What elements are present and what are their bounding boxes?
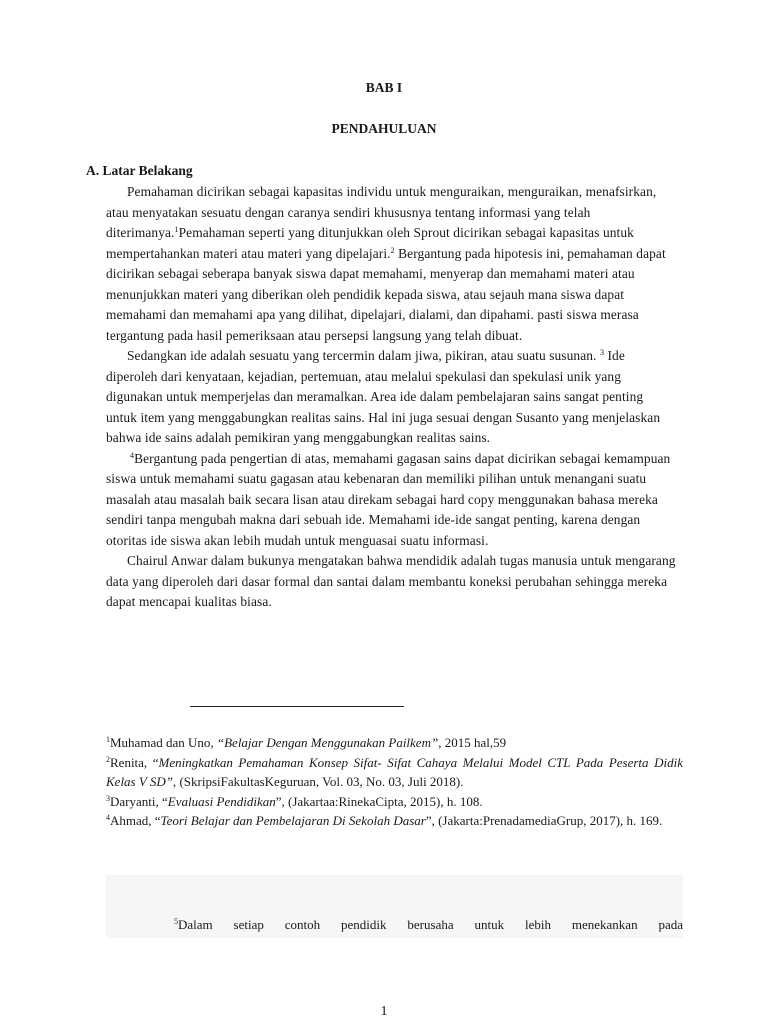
footnote-4-author: Ahmad, “ xyxy=(110,813,161,828)
footnotes xyxy=(106,733,683,831)
footnote-ref-3: 3 xyxy=(599,348,605,357)
chapter-title: PENDAHULUAN xyxy=(331,121,437,136)
footnote-1-number: 1 xyxy=(106,735,110,744)
paragraph-4 xyxy=(106,551,676,613)
footnote-4-number: 4 xyxy=(106,813,110,822)
footnote-separator xyxy=(190,706,404,707)
footnote-1-source: 2015 hal,59 xyxy=(441,735,507,750)
footnote-4-source: ”, (Jakarta:PrenadamediaGrup, 2017), h. 169. xyxy=(425,813,663,828)
paragraph-1-text-c: Bergantung pada hipotesis ini, pemahaman dapat dicirikan sebagai seberapa banyak siswa dapat memahami, menyerap dan memahami materi atau menunjukkan materi yang diberikan oleh pendidik kepada siswa, atau sejauh mana siswa dapat memahami dan memahami apa yang dilihat, dipelajari, dialami, dan dipahami. pasti siswa merasa tergantung pada hasil pemeriksaan atau persepsi langsung yang telah dibuat. xyxy=(106,245,666,343)
paragraph-2-text-a: Sedangkan ide adalah sesuatu yang tercermin dalam jiwa, pikiran, atau suatu susunan. xyxy=(127,348,600,363)
footnote-ref-4: 4 xyxy=(130,450,135,460)
footnote-2-author: Renita, “ xyxy=(110,754,159,770)
footnote-3-source: ”, (Jakartaa:RinekaCipta, 2015), h. 108. xyxy=(275,793,483,809)
section-heading: A. Latar Belakang xyxy=(86,163,193,178)
footnote-1-title: “Belajar Dengan Menggunakan Pailkem”, xyxy=(216,735,442,750)
paragraph-2-text-b: Ide diperoleh dari kenyataan, kejadian, pertemuan, atau melalui spekulasi dan spekulasi unik yang digunakan untuk memperjelas dan meramalkan. Area ide dalam pembelajaran sains sangat penting untuk item yang menggabungkan realitas sains. Hal ini juga sesuai dengan Susanto yang menjelaskan bahwa ide sains adalah pemikiran yang menggabungkan realitas sains. xyxy=(106,348,661,445)
footnote-5 xyxy=(174,917,683,933)
footnote-4 xyxy=(106,811,683,831)
footnote-ref-2: 2 xyxy=(390,245,395,255)
paragraph-2 xyxy=(106,346,676,449)
paragraph-1-text-a: Pemahaman dicirikan sebagai kapasitas individu untuk menguraikan, menguraikan, menafsirkan, atau menyatakan sesuatu dengan caranya sendiri khususnya tentang informasi yang telah diterimanya. xyxy=(106,184,657,240)
paragraph-1 xyxy=(106,182,676,346)
page-number: 1 xyxy=(380,1004,388,1019)
footnote-2 xyxy=(106,753,683,792)
chapter-heading: BAB I xyxy=(365,80,403,95)
paragraph-4-text: Chairul Anwar dalam bukunya mengatakan bahwa mendidik adalah tugas manusia untuk mengarang data yang diperoleh dari dasar formal dan santai dalam membantu koneksi perubahan sehingga mereka dapat mencapai kualitas biasa. xyxy=(106,553,676,609)
paragraph-3 xyxy=(106,449,676,552)
footnote-3-number: 3 xyxy=(106,793,110,803)
footnote-4-title: Teori Belajar dan Pembelajaran Di Sekolah Dasar xyxy=(160,813,426,828)
footnote-3-author: Daryanti, “ xyxy=(110,793,168,809)
footnote-3-title: Evaluasi Pendidikan xyxy=(167,793,276,809)
paragraph-3-text: Bergantung pada pengertian di atas, memahami gagasan sains dapat dicirikan sebagai kemampuan siswa untuk memahami suatu gagasan atau kebenaran dan memiliki pilihan untuk menangani suatu masalah atau masalah baik secara lisan atau direkam sebagai hard copy menggunakan bahasa mereka sendiri tanpa mengubah makna dari sebuah ide. Memahami ide-ide sangat penting, karena dengan otoritas ide siswa akan lebih mudah untuk menguasai suatu informasi. xyxy=(106,450,671,548)
footnote-5-text: Dalam setiap contoh pendidik berusaha untuk lebih menekankan pada xyxy=(178,917,683,932)
footnote-5-number: 5 xyxy=(174,917,178,926)
footnote-ref-1: 1 xyxy=(174,225,179,234)
footnote-2-title: Meningkatkan Pemahaman Konsep Sifat- Sifat Cahaya Melalui Model CTL Pada Peserta Didik Kelas V SD”, xyxy=(106,754,683,789)
body-text xyxy=(106,182,676,613)
paragraph-1-text-b: Pemahaman seperti yang ditunjukkan oleh Sprout dicirikan sebagai kapasitas untuk mempertahankan materi atau materi yang dipelajari. xyxy=(106,225,634,261)
footnote-2-source: (SkripsiFakultasKeguruan, Vol. 03, No. 03, Juli 2018). xyxy=(176,774,464,789)
footnote-1 xyxy=(106,733,683,753)
footnote-3 xyxy=(106,792,683,812)
footnote-1-author: Muhamad dan Uno, xyxy=(110,735,217,750)
footnote-2-number: 2 xyxy=(106,754,110,764)
